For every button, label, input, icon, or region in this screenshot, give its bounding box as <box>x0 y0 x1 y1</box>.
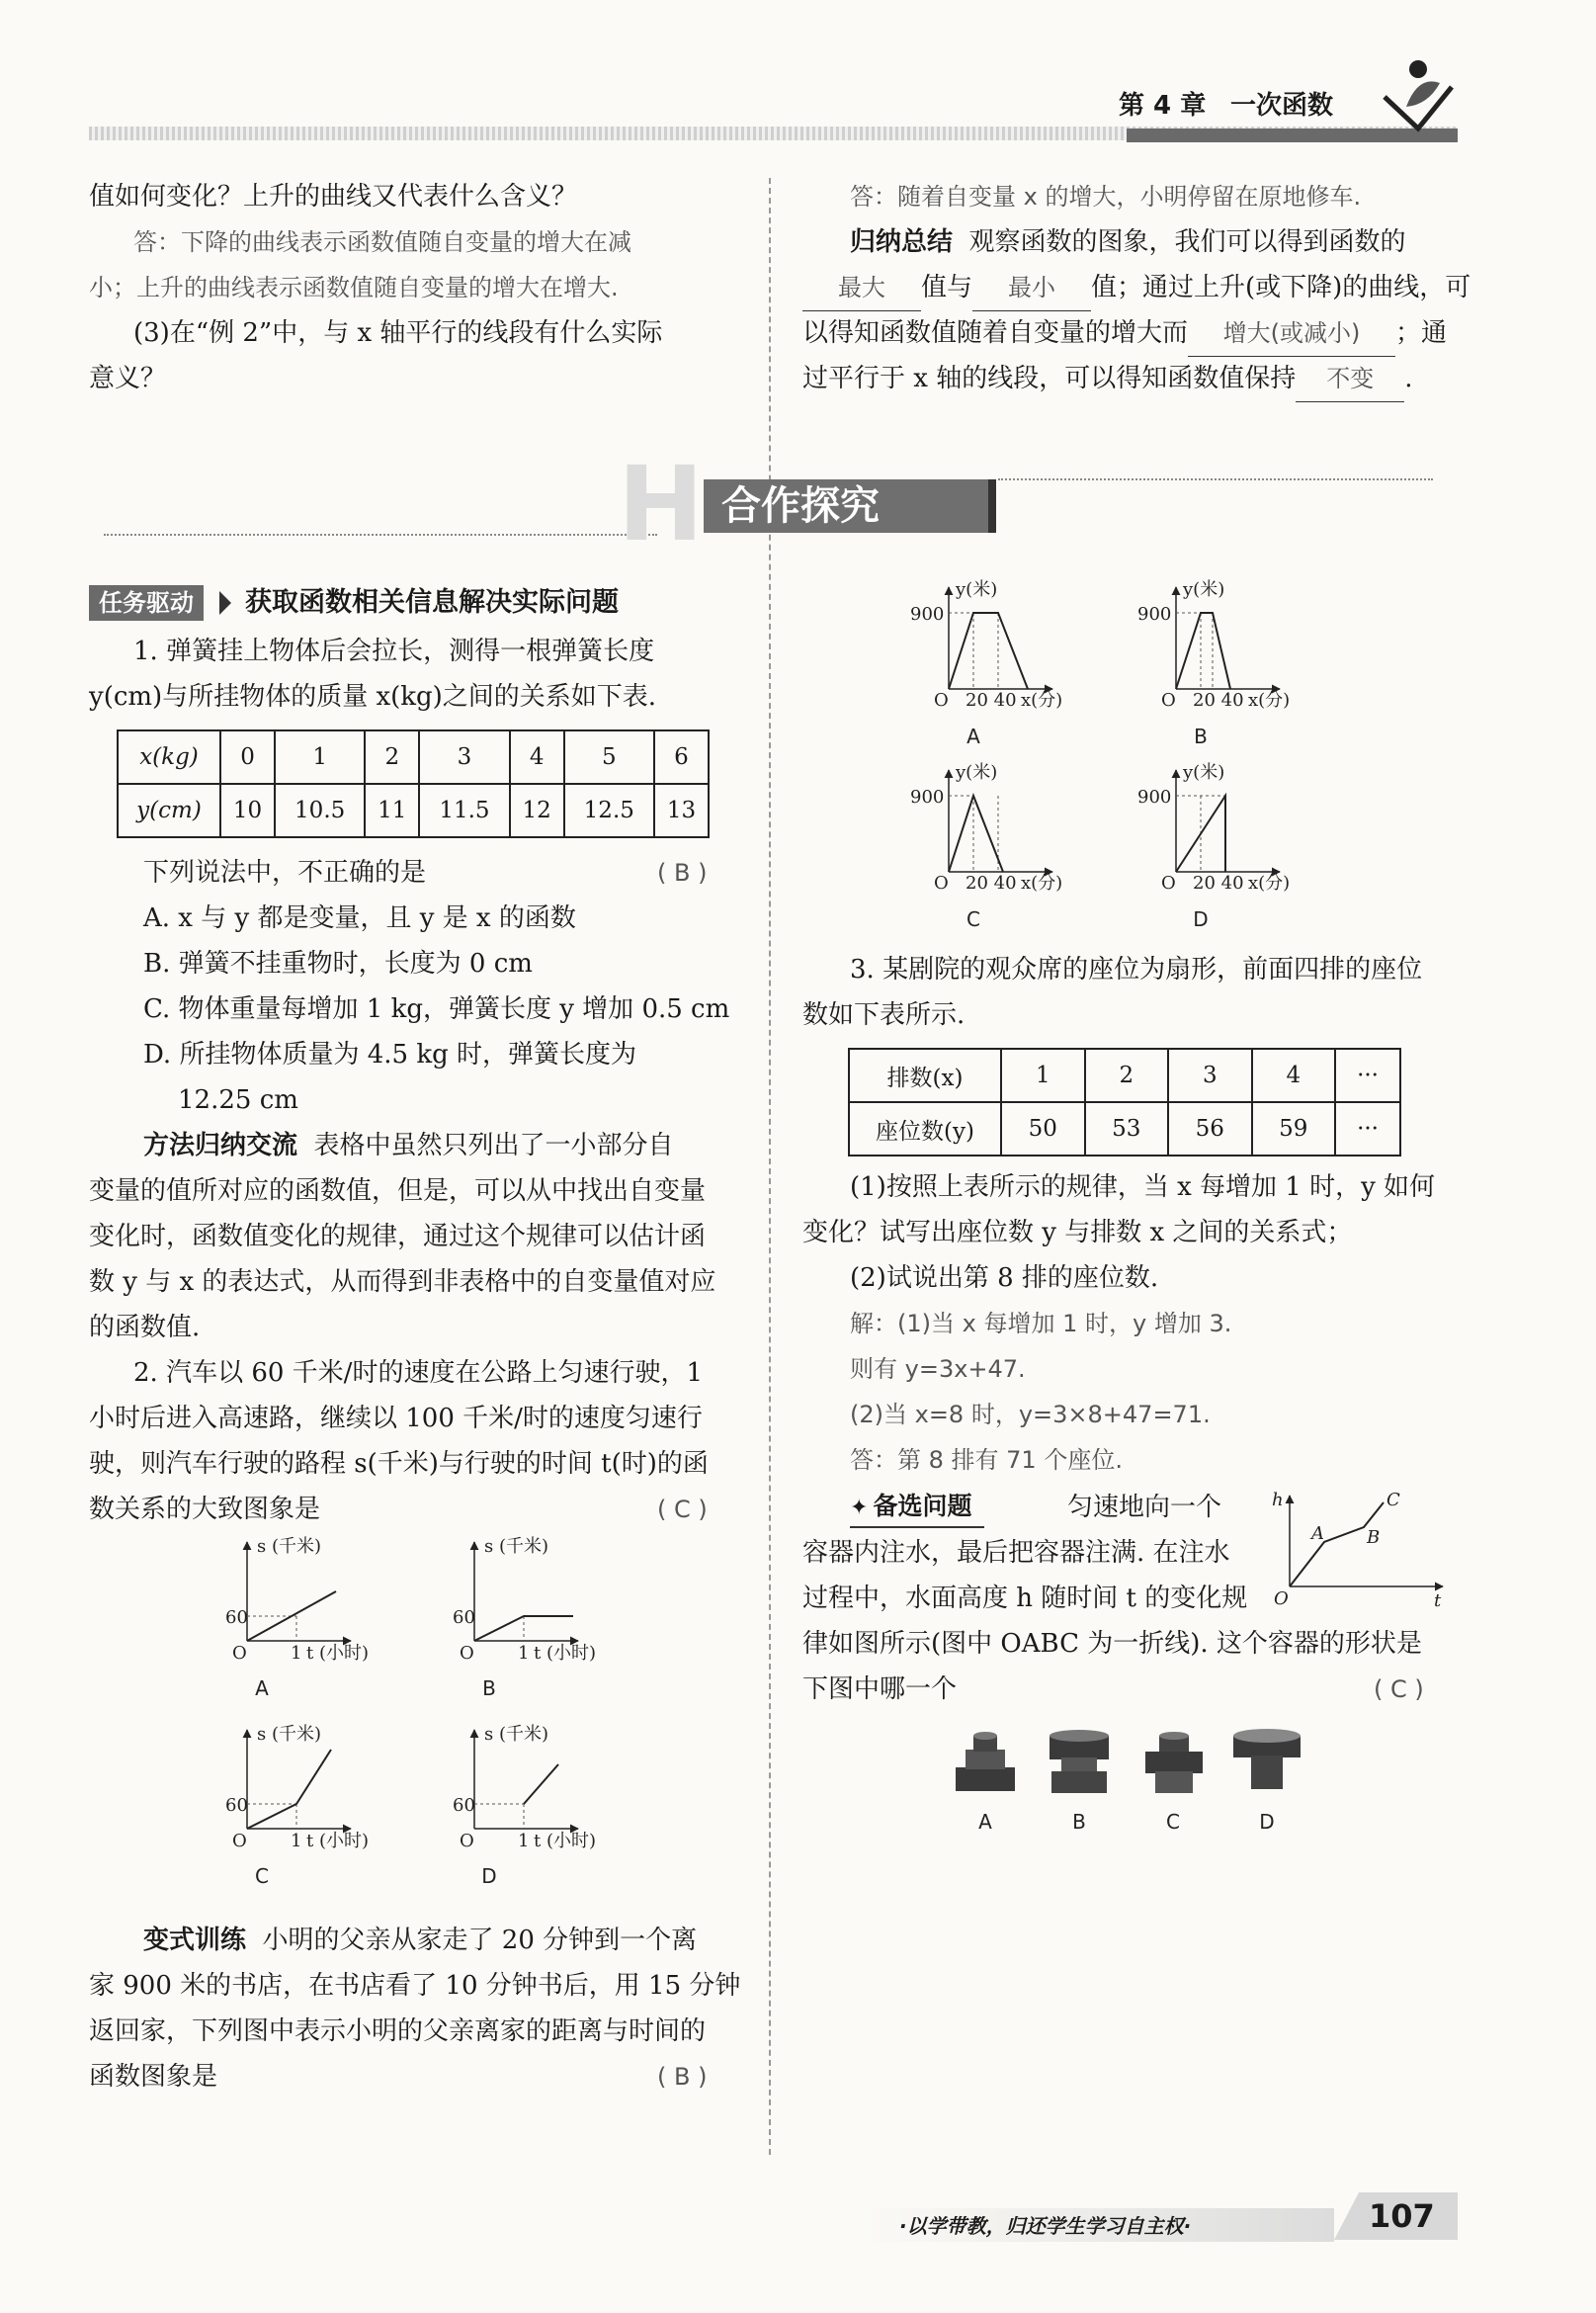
origin-label: O <box>934 690 949 711</box>
tick-20-40: 20 40 <box>1193 690 1244 711</box>
summary-text3b: ；通 <box>1395 318 1448 348</box>
variant-graph-d <box>1137 762 1290 931</box>
q2-graph-d <box>453 1724 596 1888</box>
summary-line4 <box>802 356 1412 402</box>
q3-solution1: 解：(1)当 x 每增加 1 时，y 增加 3. <box>850 1310 1232 1337</box>
table-cell: 0 <box>220 730 275 784</box>
table-cell: 座位数(y) <box>849 1102 1001 1156</box>
table-cell: 12 <box>510 784 564 837</box>
extra-answer: ( C ) <box>1374 1675 1424 1703</box>
summary-text4b: . <box>1404 364 1413 393</box>
summary-text1: 观察函数的图象，我们可以得到函数的 <box>968 227 1406 257</box>
variant-option-c-label: C <box>966 907 980 931</box>
q2-graphs <box>208 1532 652 1908</box>
variant-line4: 函数图象是 <box>89 2062 218 2092</box>
table-cell: 56 <box>1168 1102 1252 1156</box>
container-b-label: B <box>1072 1810 1086 1834</box>
extra-line4: 律如图所示(图中 OABC 为一折线). 这个容器的形状是 <box>802 1629 1422 1659</box>
method-line1 <box>143 1123 674 1168</box>
origin-label: O <box>460 1643 474 1664</box>
tick-20-40: 20 40 <box>966 690 1017 711</box>
table-cell: 4 <box>1252 1049 1336 1102</box>
tick-1: 1 <box>291 1643 302 1664</box>
q3-part1b: 变化？试写出座位数 y 与排数 x 之间的关系式； <box>802 1218 1353 1247</box>
variant-graph-b <box>1137 579 1290 748</box>
blank-max: 最大 <box>802 265 921 311</box>
table-cell: 11 <box>365 784 419 837</box>
container-c-label: C <box>1166 1810 1180 1834</box>
q1-option-d1: D. 所挂物体质量为 4.5 kg 时，弹簧长度为 <box>143 1040 636 1070</box>
q1-line1: 1. 弹簧挂上物体后会拉长，测得一根弹簧长度 <box>133 637 655 666</box>
point-a-label: A <box>1311 1523 1324 1544</box>
variant-option-a-label: A <box>966 725 980 748</box>
axis-label-x: x(分) <box>1021 873 1063 894</box>
diamond-icon: ✦ <box>850 1496 869 1520</box>
extra-line5: 下图中哪一个 <box>802 1674 958 1704</box>
container-options <box>944 1720 1319 1848</box>
summary-label: 归纳总结 <box>850 227 954 257</box>
variant-graph-b-line <box>1176 613 1230 689</box>
axis-label-t: t (小时) <box>534 1643 596 1664</box>
axis-label-s: s (千米) <box>257 1724 322 1745</box>
container-d-label: D <box>1259 1810 1275 1834</box>
variant-option-d-label: D <box>1193 907 1209 931</box>
axis-label-t: t (小时) <box>306 1831 369 1851</box>
q3-solution4: 答：第 8 排有 71 个座位. <box>850 1446 1123 1474</box>
tick-60: 60 <box>453 1607 475 1628</box>
variant-line3: 返回家，下列图中表示小明的父亲离家的距离与时间的 <box>89 2016 707 2046</box>
origin-label: O <box>1161 873 1176 894</box>
q2-graph-c-line <box>247 1750 331 1829</box>
q2-option-a-label: A <box>255 1676 269 1700</box>
variant-option-b-label: B <box>1194 725 1208 748</box>
left-top-q3a: (3)在“例 2”中，与 x 轴平行的线段有什么实际 <box>133 318 663 348</box>
section-line-left <box>104 534 657 536</box>
container-c <box>1145 1732 1203 1834</box>
axis-label-x: x(分) <box>1248 873 1291 894</box>
q2-graph-a <box>225 1536 369 1700</box>
table-cell: 59 <box>1252 1102 1336 1156</box>
left-top-line1: 值如何变化？上升的曲线又代表什么含义？ <box>89 182 578 212</box>
q1-option-c: C. 物体重量每增加 1 kg，弹簧长度 y 增加 0.5 cm <box>143 994 730 1024</box>
axis-label-y: y(米) <box>956 579 998 600</box>
variant-line2: 家 900 米的书店，在书店看了 10 分钟书后，用 15 分钟 <box>89 1971 741 2001</box>
variant-graph-c-line <box>949 796 1003 872</box>
tick-1: 1 <box>291 1831 302 1851</box>
q1-option-a: A. x 与 y 都是变量，且 y 是 x 的函数 <box>143 903 576 933</box>
variant-line1 <box>143 1918 697 1963</box>
extra-badge <box>850 1487 984 1528</box>
q2-option-c-label: C <box>255 1864 269 1888</box>
left-top-answer2: 小；上升的曲线表示函数值随自变量的增大在增大. <box>89 274 619 301</box>
right-top-answer: 答：随着自变量 x 的增大，小明停留在原地修车. <box>850 183 1362 211</box>
origin-label: O <box>232 1643 247 1664</box>
q2-option-d-label: D <box>481 1864 497 1888</box>
tick-20-40: 20 40 <box>966 873 1017 894</box>
table-cell: ··· <box>1335 1102 1400 1156</box>
tick-900: 900 <box>910 604 945 625</box>
q1-option-b: B. 弹簧不挂重物时，长度为 0 cm <box>143 949 533 979</box>
extra-line2: 容器内注水，最后把容器注满. 在注水 <box>802 1538 1230 1568</box>
axis-label-x: x(分) <box>1248 690 1291 711</box>
footer-slogan: ·以学带教，归还学生学习自主权· <box>899 2214 1192 2238</box>
axis-label-y: y(米) <box>956 762 998 783</box>
q3-line2: 数如下表所示. <box>802 1000 966 1030</box>
section-big-h: H <box>618 444 705 564</box>
table-cell: 5 <box>564 730 654 784</box>
table-cell: ··· <box>1335 1049 1400 1102</box>
axis-label-t: t <box>1434 1590 1442 1611</box>
variant-label: 变式训练 <box>143 1926 247 1955</box>
table-cell: 2 <box>365 730 419 784</box>
q2-graph-c <box>225 1724 369 1888</box>
table-cell: x(kg) <box>118 730 220 784</box>
table-row <box>118 784 709 837</box>
summary-line1 <box>850 219 1406 265</box>
tick-900: 900 <box>910 787 945 808</box>
q2-graph-b <box>453 1536 596 1700</box>
header-logo-icon <box>1379 57 1458 136</box>
table-row <box>118 730 709 784</box>
variant-graphs <box>904 575 1339 941</box>
q1-line2: y(cm)与所挂物体的质量 x(kg)之间的关系如下表. <box>89 682 657 712</box>
q1-answer: ( B ) <box>657 859 708 887</box>
variant-graph-c <box>910 762 1062 931</box>
table-cell: 53 <box>1085 1102 1169 1156</box>
page-number: 107 <box>1369 2197 1435 2235</box>
q2-line1: 2. 汽车以 60 千米/时的速度在公路上匀速行驶，1 <box>133 1358 703 1388</box>
q2-line2: 小时后进入高速路，继续以 100 千米/时的速度匀速行 <box>89 1404 703 1433</box>
q2-option-b-label: B <box>482 1676 496 1700</box>
method-line2: 变量的值所对应的函数值，但是，可以从中找出自变量 <box>89 1176 707 1206</box>
container-a <box>956 1732 1015 1834</box>
chapter-title: 一次函数 <box>1230 91 1334 121</box>
origin-label: O <box>934 873 949 894</box>
axis-label-s: s (千米) <box>484 1536 549 1557</box>
method-line5: 的函数值. <box>89 1313 201 1342</box>
tick-60: 60 <box>225 1607 248 1628</box>
q1-table <box>117 729 710 838</box>
blank-constant: 不变 <box>1296 356 1404 402</box>
axis-label-s: s (千米) <box>484 1724 549 1745</box>
axis-label-t: t (小时) <box>306 1643 369 1664</box>
left-top-q3b: 意义？ <box>89 364 167 393</box>
tick-900: 900 <box>1137 787 1172 808</box>
origin-label: O <box>1161 690 1176 711</box>
tick-60: 60 <box>225 1795 248 1816</box>
q2-answer: ( C ) <box>657 1496 708 1523</box>
table-cell: 3 <box>419 730 509 784</box>
q1-option-d2: 12.25 cm <box>178 1085 298 1115</box>
column-divider <box>769 178 771 2155</box>
table-cell: 排数(x) <box>849 1049 1001 1102</box>
q3-part2: (2)试说出第 8 排的座位数. <box>850 1263 1159 1293</box>
table-cell: 12.5 <box>564 784 654 837</box>
summary-line2 <box>802 265 1470 311</box>
task-title: 获取函数相关信息解决实际问题 <box>245 587 619 618</box>
extra-line1: 匀速地向一个 <box>1067 1493 1222 1522</box>
tick-60: 60 <box>453 1795 475 1816</box>
variant-graph-d-line <box>1176 796 1225 872</box>
method-text1: 表格中虽然只列出了一小部分自 <box>313 1131 674 1160</box>
summary-text4a: 过平行于 x 轴的线段，可以得知函数值保持 <box>802 364 1297 393</box>
method-label: 方法归纳交流 <box>143 1131 298 1160</box>
origin-label: O <box>232 1831 247 1851</box>
q2-line4: 数关系的大致图象是 <box>89 1495 321 1524</box>
q3-line1: 3. 某剧院的观众席的座位为扇形，前面四排的座位 <box>850 955 1423 985</box>
table-cell: 11.5 <box>419 784 509 837</box>
table-cell: 1 <box>275 730 365 784</box>
table-cell: 6 <box>654 730 709 784</box>
axis-label-h: h <box>1272 1490 1284 1510</box>
container-d <box>1233 1729 1301 1834</box>
container-a-label: A <box>978 1810 992 1834</box>
summary-text2a: 值与 <box>921 273 973 302</box>
table-cell: 1 <box>1001 1049 1085 1102</box>
variant-text1: 小明的父亲从家走了 20 分钟到一个离 <box>262 1926 698 1955</box>
origin-label: O <box>460 1831 474 1851</box>
table-row <box>849 1102 1400 1156</box>
task-badge: 任务驱动 <box>89 585 204 621</box>
table-row <box>849 1049 1400 1102</box>
axis-label-y: y(米) <box>1183 762 1225 783</box>
q3-table <box>848 1048 1401 1156</box>
q2-line3: 驶，则汽车行驶的路程 s(千米)与行驶的时间 t(时)的函 <box>89 1449 709 1479</box>
axis-label-x: x(分) <box>1021 690 1063 711</box>
axis-label-t: t (小时) <box>534 1831 596 1851</box>
task-arrow-icon <box>219 591 231 615</box>
extra-line3: 过程中，水面高度 h 随时间 t 的变化规 <box>802 1584 1248 1613</box>
table-cell: y(cm) <box>118 784 220 837</box>
method-line4: 数 y 与 x 的表达式，从而得到非表格中的自变量值对应 <box>89 1267 716 1297</box>
container-b <box>1050 1730 1109 1834</box>
blank-increase: 增大(或减小) <box>1188 310 1395 357</box>
variant-graph-a-line <box>949 613 1028 689</box>
chapter-label: 第 4 章 <box>1119 91 1207 121</box>
table-cell: 13 <box>654 784 709 837</box>
point-b-label: B <box>1367 1527 1381 1548</box>
table-cell: 10.5 <box>275 784 365 837</box>
tick-1: 1 <box>518 1643 530 1664</box>
origin-label: O <box>1274 1588 1289 1609</box>
summary-text2b: 值；通过上升(或下降)的曲线，可 <box>1091 273 1471 302</box>
tick-20-40: 20 40 <box>1193 873 1244 894</box>
q3-solution3: (2)当 x=8 时，y=3×8+47=71. <box>850 1401 1211 1428</box>
variant-answer: ( B ) <box>657 2063 708 2091</box>
table-cell: 3 <box>1168 1049 1252 1102</box>
extra-graph <box>1270 1488 1453 1611</box>
table-cell: 10 <box>220 784 275 837</box>
section-title: 合作探究 <box>721 483 880 529</box>
variant-graph-a <box>910 579 1062 748</box>
left-top-answer1: 答：下降的曲线表示函数值随自变量的增大在减 <box>133 228 631 256</box>
q3-solution2: 则有 y=3x+47. <box>850 1355 1026 1383</box>
method-line3: 变化时，函数值变化的规律，通过这个规律可以估计函 <box>89 1222 707 1251</box>
summary-line3 <box>802 310 1447 357</box>
table-cell: 2 <box>1085 1049 1169 1102</box>
axis-label-s: s (千米) <box>257 1536 322 1557</box>
extra-label: 备选问题 <box>873 1492 972 1520</box>
axis-label-y: y(米) <box>1183 579 1225 600</box>
table-cell: 50 <box>1001 1102 1085 1156</box>
blank-min: 最小 <box>972 265 1091 311</box>
section-line-right <box>998 478 1433 480</box>
tick-900: 900 <box>1137 604 1172 625</box>
q2-graph-d-line <box>524 1764 558 1804</box>
summary-text3a: 以得知函数值随着自变量的增大而 <box>802 318 1189 348</box>
q1-stem: 下列说法中，不正确的是 <box>143 858 427 888</box>
q3-part1a: (1)按照上表所示的规律，当 x 每增加 1 时，y 如何 <box>850 1172 1436 1202</box>
table-cell: 4 <box>510 730 564 784</box>
point-c-label: C <box>1386 1490 1400 1510</box>
tick-1: 1 <box>518 1831 530 1851</box>
